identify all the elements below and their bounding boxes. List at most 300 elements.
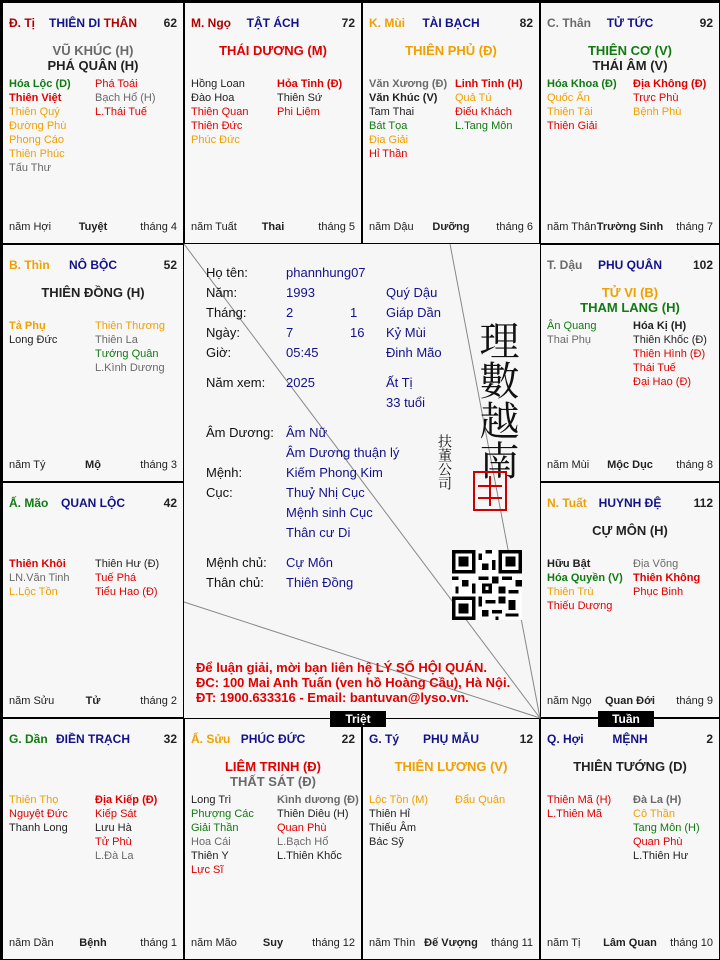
minor-star: Thiên Hư (Đ) (95, 558, 160, 570)
minor-stars-right (633, 557, 719, 599)
thang-can-chi: Giáp Dần (386, 305, 441, 320)
palace-month: tháng 10 (670, 937, 713, 949)
palace-name-text: MỆNH (612, 732, 648, 746)
minor-star: Phục Binh (633, 586, 684, 598)
palace-header (9, 258, 177, 272)
palace-branch: Ấ. Sửu (191, 732, 231, 746)
palace-mao (2, 482, 184, 718)
minor-star: Thiên Y (191, 850, 229, 862)
minor-star: L.Đà La (95, 850, 134, 862)
thang-label: Tháng: (206, 305, 247, 320)
minor-star: Hữu Bật (547, 558, 591, 570)
palace-year: năm Dần (9, 937, 54, 949)
minor-star: Phá Toái (95, 78, 138, 90)
palace-name (9, 258, 177, 272)
palace-branch: M. Ngọ (191, 16, 231, 30)
main-stars (363, 43, 539, 58)
minor-star: Thiếu Âm (369, 822, 417, 834)
palace-header (547, 258, 713, 272)
thang-value-a: 2 (286, 305, 294, 320)
contact-line-1: Để luận giải, mời bạn liên hệ LÝ SỐ HỘI QUÁN. (196, 660, 487, 675)
palace-year: năm Dậu (369, 221, 414, 233)
minor-star: Thanh Long (9, 822, 68, 834)
minor-star: Quan Phù (633, 836, 683, 848)
palace-name-text: ĐIỀN TRẠCH (56, 732, 130, 746)
palace-year: năm Hợi (9, 221, 52, 233)
palace-month: tháng 1 (140, 937, 177, 949)
minor-star: Hóa Khoa (Đ) (547, 78, 617, 90)
minor-star: Hỉ Thần (369, 148, 408, 160)
palace-number: 2 (706, 732, 713, 746)
minor-star: Văn Khúc (V) (369, 92, 438, 104)
nam-value: 1993 (286, 285, 315, 300)
palace-branch: G. Tý (369, 732, 400, 746)
minor-star: Thiên Giải (547, 120, 598, 132)
main-stars (541, 285, 719, 315)
menh-label: Mệnh: (206, 465, 243, 480)
main-stars (185, 759, 361, 789)
minor-star: L.Bạch Hổ (277, 836, 329, 848)
minor-star: Hồng Loan (191, 78, 245, 90)
nam-xem-can-chi: Ất Tị (386, 375, 413, 390)
minor-star: Kình dương (Đ) (277, 794, 359, 806)
main-star: THIÊN TƯỚNG (D) (573, 759, 687, 774)
minor-star: LN.Văn Tinh (9, 572, 70, 584)
palace-year: năm Mùi (547, 459, 590, 471)
minor-star: Tấu Thư (9, 162, 52, 174)
palace-year: năm Tý (9, 459, 46, 471)
minor-star: Thiên Mã (H) (547, 794, 612, 806)
minor-star: Thiên Thọ (9, 794, 59, 806)
palace-branch: Đ. Tị (9, 16, 35, 30)
minor-star: Tang Môn (H) (633, 822, 700, 834)
main-star: THIÊN PHỦ (Đ) (405, 43, 497, 58)
minor-star: Bác Sỹ (369, 836, 404, 848)
main-stars (541, 523, 719, 538)
minor-stars-left (547, 557, 632, 613)
minor-star: Phượng Các (191, 808, 254, 820)
minor-star: Địa Kiếp (Đ) (95, 794, 158, 806)
menh-chu-value: Cự Môn (286, 555, 333, 570)
palace-branch: C. Thân (547, 16, 591, 30)
minor-stars-left (9, 77, 94, 175)
calligraphy-text: 理數越南 (473, 320, 519, 480)
main-stars (3, 285, 183, 300)
qr-code-icon (452, 550, 522, 620)
minor-stars-left (9, 557, 94, 599)
gio-value: 05:45 (286, 345, 319, 360)
palace-dau (540, 244, 720, 482)
palace-month: tháng 5 (318, 221, 355, 233)
palace-name-text: PHÚC ĐỨC (240, 732, 306, 746)
palace-year: năm Ngọ (547, 695, 592, 707)
palace-branch: N. Tuất (547, 496, 587, 510)
minor-star: Thai Phụ (547, 334, 592, 346)
minor-stars-left (191, 793, 276, 877)
thang-value-b: 1 (350, 305, 358, 320)
palace-header (369, 732, 533, 746)
minor-star: Hóa Lộc (D) (9, 78, 71, 90)
minor-stars-right (633, 77, 719, 119)
cuc-label: Cục: (206, 485, 233, 500)
minor-star: Thiên Diêu (H) (277, 808, 349, 820)
minor-star: L.Thiên Mã (547, 808, 603, 820)
minor-star: Hỏa Tinh (Đ) (277, 78, 343, 90)
palace-ngo (184, 2, 362, 244)
main-stars (363, 759, 539, 774)
palace-name (547, 16, 713, 30)
menh-value: Kiếm Phong Kim (286, 465, 383, 480)
palace-cycle: Dưỡng (432, 221, 470, 233)
palace-month: tháng 9 (676, 695, 713, 707)
minor-star: Linh Tinh (H) (455, 78, 523, 90)
calligraphy-small-text: 扶董公司 (436, 434, 452, 490)
minor-star: Thái Tuế (633, 362, 676, 374)
minor-star: L.Thái Tuế (95, 106, 147, 118)
palace-cycle: Mộ (85, 459, 101, 471)
center-info-panel (184, 244, 540, 718)
minor-star: Địa Giải (369, 134, 409, 146)
palace-number: 82 (519, 16, 533, 30)
palace-name (547, 258, 713, 272)
palace-dan (2, 718, 184, 960)
palace-name (9, 496, 177, 510)
gio-label: Giờ: (206, 345, 232, 360)
triet-tag: Triệt (330, 711, 386, 727)
palace-extra-label: THÂN (103, 16, 137, 30)
minor-star: Thiên Phúc (9, 148, 65, 160)
palace-month: tháng 11 (490, 937, 533, 949)
main-star: TỬ VI (B) (601, 285, 659, 300)
minor-stars-left (9, 793, 94, 835)
palace-name (191, 16, 355, 30)
palace-number: 72 (341, 16, 355, 30)
ngay-value-b: 16 (350, 325, 365, 340)
palace-ty (362, 718, 540, 960)
minor-star: L.Tang Môn (455, 120, 513, 132)
than-chu-value: Thiên Đồng (286, 575, 354, 590)
palace-footer (547, 221, 713, 234)
palace-cycle: Bệnh (79, 937, 107, 949)
minor-star: Thiên Trù (547, 586, 594, 598)
contact-block (196, 660, 536, 705)
minor-star: Tử Phù (95, 836, 132, 848)
main-star: CỰ MÔN (H) (592, 523, 668, 538)
palace-month: tháng 8 (676, 459, 713, 471)
minor-star: Đường Phù (9, 120, 67, 132)
contact-line-3: ĐT: 1900.633316 - Email: bantuvan@lyso.vn. (196, 690, 469, 705)
palace-number: 92 (699, 16, 713, 30)
cuc-value-2: Mệnh sinh Cục (286, 505, 373, 520)
palace-cycle: Thai (261, 221, 285, 233)
minor-stars-right (633, 319, 719, 389)
minor-stars-right (95, 557, 181, 599)
tuoi-value: 33 tuổi (386, 395, 426, 410)
main-star: THIÊN LƯƠNG (V) (394, 759, 508, 774)
palace-header (9, 496, 177, 510)
palace-footer (547, 459, 713, 472)
minor-star: Phi Liêm (277, 106, 320, 118)
palace-year: năm Sửu (9, 695, 55, 707)
palace-number: 102 (692, 258, 713, 272)
palace-tuat (540, 482, 720, 718)
nam-xem-value: 2025 (286, 375, 315, 390)
minor-star: Địa Không (Đ) (633, 78, 707, 90)
palace-year: năm Mão (191, 937, 237, 949)
minor-star: Thiên Tài (547, 106, 593, 118)
minor-stars-left (547, 319, 632, 347)
main-star: THẤT SÁT (Đ) (230, 774, 316, 789)
main-star: VŨ KHÚC (H) (52, 43, 134, 58)
minor-star: Long Đức (9, 334, 58, 346)
palace-cycle: Quan Đới (605, 695, 655, 707)
minor-star: Đẩu Quân (455, 794, 506, 806)
minor-stars-right (277, 77, 363, 119)
minor-star: L.Kình Dương (95, 362, 165, 374)
minor-star: Nguyệt Đức (9, 808, 68, 820)
palace-branch: B. Thìn (9, 258, 50, 272)
palace-cycle: Suy (262, 937, 284, 949)
minor-star: Quan Phù (277, 822, 327, 834)
palace-name (547, 732, 713, 746)
menh-chu-label: Mệnh chủ: (206, 555, 267, 570)
main-stars (541, 43, 719, 73)
minor-star: Hóa Quyền (V) (547, 572, 623, 584)
palace-month: tháng 4 (140, 221, 177, 233)
minor-stars-left (547, 793, 632, 821)
cuc-value: Thuỷ Nhị Cục (286, 485, 365, 500)
palace-cycle: Mộc Dục (607, 459, 653, 471)
minor-star: Đại Hao (Đ) (633, 376, 692, 388)
minor-star: Hoa Cái (191, 836, 231, 848)
minor-star: Tiểu Hao (Đ) (95, 586, 158, 598)
minor-stars-left (369, 793, 454, 849)
minor-star: Bệnh Phù (633, 106, 682, 118)
minor-star: Ân Quang (547, 320, 597, 332)
palace-name (9, 16, 177, 30)
minor-star: L.Thiên Khốc (277, 850, 342, 862)
palace-branch: Q. Hợi (547, 732, 584, 746)
minor-star: L.Thiên Hư (633, 850, 689, 862)
palace-name (9, 732, 177, 746)
main-stars (541, 759, 719, 774)
palace-cycle: Đế Vượng (424, 937, 478, 949)
tuan-tag: Tuần (598, 711, 654, 727)
palace-header (191, 16, 355, 30)
minor-star: L.Lộc Tồn (9, 586, 58, 598)
minor-stars-right (633, 793, 719, 863)
minor-stars-left (547, 77, 632, 133)
minor-star: Quả Tú (455, 92, 492, 104)
main-stars (185, 43, 361, 58)
palace-footer (9, 695, 177, 708)
palace-header (547, 496, 713, 510)
minor-star: Giải Thần (191, 822, 239, 834)
palace-name-text: TỬ TỨC (606, 16, 654, 30)
ho-ten-label: Họ tên: (206, 265, 248, 280)
minor-star: Hóa Kị (H) (633, 320, 687, 332)
palace-footer (191, 937, 355, 950)
ho-ten-value: phannhung07 (286, 265, 366, 280)
palace-number: 112 (693, 496, 713, 510)
main-star: THIÊN ĐỒNG (H) (41, 285, 145, 300)
palace-hoi (540, 718, 720, 960)
main-star: THÁI DƯƠNG (M) (219, 43, 327, 58)
palace-footer (9, 937, 177, 950)
palace-year: năm Thân (547, 221, 597, 233)
minor-star: Quốc Ấn (547, 92, 590, 104)
minor-star: Thiên La (95, 334, 138, 346)
minor-star: Thiên Thương (95, 320, 166, 332)
palace-name-text: PHỤ MẪU (423, 732, 479, 746)
palace-cycle: Trường Sinh (596, 221, 664, 233)
minor-star: Thiên Khôi (9, 558, 66, 570)
minor-stars-right (455, 793, 541, 807)
palace-than (540, 2, 720, 244)
palace-footer (547, 937, 713, 950)
palace-name (369, 732, 533, 746)
palace-cycle: Tuyệt (78, 221, 108, 233)
palace-header (9, 732, 177, 746)
ngay-label: Ngày: (206, 325, 240, 340)
minor-star: Thiên Sứ (277, 92, 323, 104)
palace-branch: T. Dậu (547, 258, 583, 272)
main-star: PHÁ QUÂN (H) (47, 58, 139, 73)
palace-year: năm Tị (547, 937, 581, 949)
minor-star: Tả Phụ (9, 320, 46, 332)
minor-star: Địa Võng (633, 558, 679, 570)
calligraphy-seal (436, 274, 536, 524)
palace-header (547, 16, 713, 30)
palace-footer (9, 459, 177, 472)
minor-star: Phúc Đức (191, 134, 240, 146)
palace-cycle: Lâm Quan (603, 937, 657, 949)
palace-month: tháng 6 (496, 221, 533, 233)
minor-star: Trực Phù (633, 92, 679, 104)
minor-stars-left (9, 319, 94, 347)
palace-year: năm Thìn (369, 937, 416, 949)
palace-name-text: PHU QUÂN (597, 258, 662, 272)
palace-ti (2, 2, 184, 244)
minor-stars-left (191, 77, 276, 147)
minor-star: Lộc Tồn (M) (369, 794, 429, 806)
main-star: THAM LANG (H) (580, 300, 680, 315)
minor-star: Thiên Quý (9, 106, 60, 118)
palace-suu (184, 718, 362, 960)
minor-star: Phong Cáo (9, 134, 65, 146)
main-stars (3, 43, 183, 73)
minor-star: Long Trì (191, 794, 232, 806)
than-chu-label: Thân chủ: (206, 575, 264, 590)
palace-footer (369, 221, 533, 234)
minor-stars-right (277, 793, 363, 863)
minor-star: Tướng Quân (95, 348, 159, 360)
palace-name-text: TÀI BẠCH (422, 16, 480, 30)
minor-star: Lực Sĩ (191, 864, 224, 876)
palace-footer (369, 937, 533, 950)
palace-name-text: THIÊN DI (48, 16, 101, 30)
gio-can-chi: Đinh Mão (386, 345, 442, 360)
am-duong-value: Âm Nữ (286, 425, 328, 440)
minor-star: Thiên Khốc (Đ) (633, 334, 707, 346)
palace-header (547, 732, 713, 746)
minor-star: Thiếu Dương (547, 600, 613, 612)
palace-cycle: Tử (85, 695, 101, 707)
palace-branch: K. Mùi (369, 16, 405, 30)
minor-star: Tuế Phá (95, 572, 137, 584)
minor-star: Thiên Không (633, 572, 701, 584)
minor-star: Bát Tọa (369, 120, 408, 132)
palace-month: tháng 3 (140, 459, 177, 471)
minor-star: Văn Xương (Đ) (369, 78, 448, 90)
palace-footer (191, 221, 355, 234)
minor-stars-right (95, 793, 181, 863)
palace-number: 42 (163, 496, 177, 510)
palace-name-text: NÔ BỘC (69, 258, 117, 272)
nam-can-chi: Quý Dậu (386, 285, 438, 300)
palace-mui (362, 2, 540, 244)
minor-star: Thiên Hỉ (369, 808, 410, 820)
palace-number: 32 (163, 732, 177, 746)
palace-month: tháng 7 (676, 221, 713, 233)
palace-name (191, 732, 355, 746)
palace-name-text: TẬT ÁCH (246, 16, 300, 30)
palace-name-text: QUAN LỘC (61, 496, 125, 510)
am-duong-value-2: Âm Dương thuận lý (286, 445, 400, 460)
minor-star: Tam Thai (369, 106, 415, 118)
palace-name (547, 496, 713, 510)
minor-star: Thiên Hình (Đ) (633, 348, 706, 360)
minor-star: Thiên Đức (191, 120, 243, 132)
palace-branch: G. Dần (9, 732, 48, 746)
palace-header (9, 16, 177, 30)
palace-month: tháng 2 (140, 695, 177, 707)
main-star: LIÊM TRINH (Đ) (224, 759, 322, 774)
palace-year: năm Tuất (191, 221, 237, 233)
minor-star: Lưu Hà (95, 822, 132, 834)
palace-number: 62 (163, 16, 177, 30)
ngay-can-chi: Kỷ Mùi (386, 325, 426, 340)
minor-stars-right (455, 77, 541, 133)
minor-star: Đào Hoa (191, 92, 235, 104)
minor-star: Điếu Khách (455, 106, 512, 118)
palace-month: tháng 12 (312, 937, 355, 949)
minor-star: Cô Thần (633, 808, 675, 820)
palace-name (369, 16, 533, 30)
nam-label: Năm: (206, 285, 238, 300)
palace-thin (2, 244, 184, 482)
nam-xem-label: Năm xem: (206, 375, 266, 390)
minor-star: Đà La (H) (633, 794, 682, 806)
cuc-value-3: Thân cư Di (286, 525, 351, 540)
ngay-value-a: 7 (286, 325, 294, 340)
minor-star: Thiên Quan (191, 106, 249, 118)
palace-name-text: HUYNH ĐỆ (598, 496, 662, 510)
palace-header (191, 732, 355, 746)
palace-branch: Ấ. Mão (9, 496, 49, 510)
contact-line-2: ĐC: 100 Mai Anh Tuấn (ven hồ Hoàng Cầu), Hà Nội. (196, 675, 511, 690)
minor-star: Thiên Việt (9, 92, 62, 104)
minor-stars-right (95, 319, 181, 375)
main-star: THÁI ÂM (V) (592, 58, 668, 73)
palace-number: 12 (519, 732, 533, 746)
minor-stars-left (369, 77, 454, 161)
minor-stars-right (95, 77, 181, 119)
palace-number: 52 (163, 258, 177, 272)
minor-star: Kiếp Sát (95, 808, 137, 820)
palace-footer (547, 695, 713, 708)
am-duong-label: Âm Dương: (206, 425, 274, 440)
